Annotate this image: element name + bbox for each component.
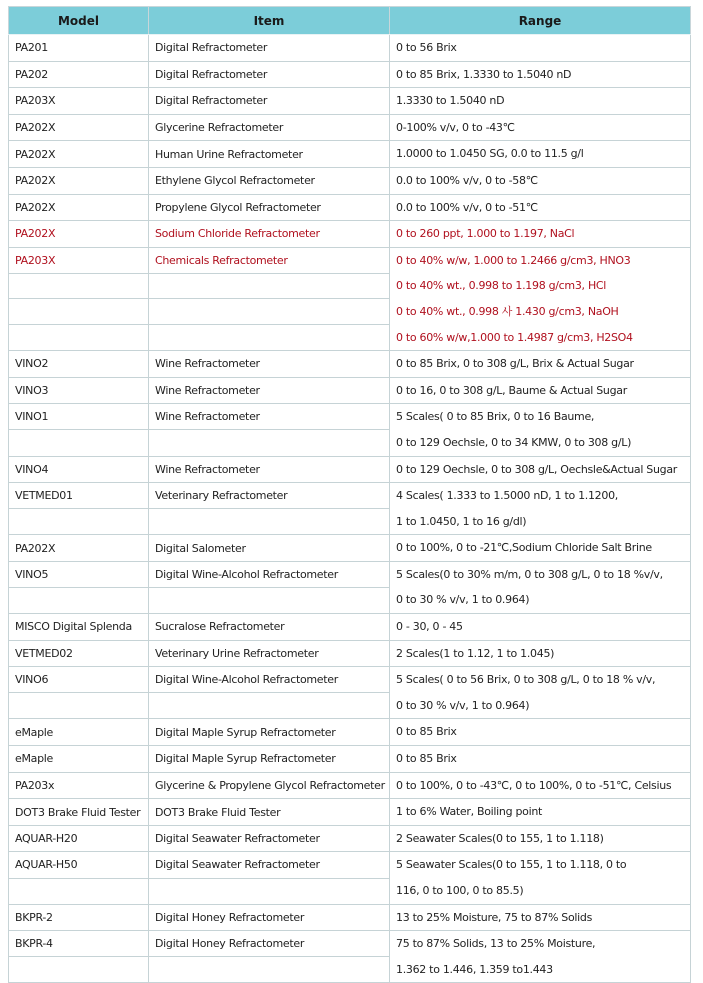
model-cell: VINO2 <box>9 351 149 378</box>
model-cell: VINO6 <box>9 667 149 693</box>
item-cell: Veterinary Refractometer <box>149 483 390 509</box>
item-cell <box>149 299 390 325</box>
table-row <box>9 377 691 404</box>
table-row <box>9 746 691 773</box>
item-cell: Digital Seawater Refractometer <box>149 825 390 852</box>
range-line: 1 to 6% Water, Boiling point <box>396 805 543 819</box>
item-cell: Human Urine Refractometer <box>149 141 390 168</box>
refractometer-spec-table <box>8 6 691 983</box>
range-line: 0 to 100%, 0 to -43℃, 0 to 100%, 0 to -51℃, Celsius <box>396 778 672 792</box>
table-row <box>9 247 691 273</box>
item-cell: Digital Honey Refractometer <box>149 931 390 957</box>
range-cell <box>390 535 691 562</box>
item-cell: Wine Refractometer <box>149 456 390 483</box>
range-line: 0 to 40% wt., 0.998 to 1.198 g/cm3, HCl <box>396 279 607 293</box>
range-line: 0 to 56 Brix <box>396 41 457 54</box>
table-row <box>9 167 691 194</box>
model-cell: eMaple <box>9 719 149 746</box>
range-cell <box>390 247 691 350</box>
model-cell <box>9 273 149 299</box>
range-cell <box>390 377 691 404</box>
item-cell: Wine Refractometer <box>149 404 390 430</box>
range-line: 5 Scales(0 to 30% m/m, 0 to 308 g/L, 0 to 18 %v/v, <box>396 567 663 581</box>
model-cell: PA202X <box>9 535 149 562</box>
model-cell <box>9 509 149 535</box>
item-cell <box>149 509 390 535</box>
range-cell <box>390 456 691 483</box>
model-cell <box>9 430 149 456</box>
range-line: 0 to 85 Brix <box>396 752 457 766</box>
item-cell: Digital Salometer <box>149 535 390 562</box>
item-cell: Digital Maple Syrup Refractometer <box>149 746 390 773</box>
model-cell: VETMED01 <box>9 483 149 509</box>
model-cell <box>9 325 149 351</box>
item-cell: Sucralose Refractometer <box>149 614 390 641</box>
model-cell <box>9 957 149 983</box>
table-row <box>9 614 691 641</box>
item-cell: Digital Refractometer <box>149 35 390 62</box>
model-cell: PA203x <box>9 772 149 799</box>
model-cell <box>9 587 149 613</box>
item-cell <box>149 273 390 299</box>
range-cell <box>390 904 691 931</box>
model-cell: PA202X <box>9 221 149 248</box>
table-row <box>9 351 691 378</box>
item-cell: Digital Maple Syrup Refractometer <box>149 719 390 746</box>
table-row <box>9 114 691 141</box>
range-cell <box>390 61 691 88</box>
range-line: 0 to 40% w/w, 1.000 to 1.2466 g/cm3, HNO3 <box>396 253 631 267</box>
model-cell: VINO4 <box>9 456 149 483</box>
range-cell <box>390 667 691 719</box>
item-cell: Digital Seawater Refractometer <box>149 852 390 878</box>
table-row <box>9 667 691 693</box>
range-line: 1.0000 to 1.0450 SG, 0.0 to 11.5 g/l <box>396 147 584 161</box>
table-row <box>9 221 691 248</box>
model-cell: MISCO Digital Splenda <box>9 614 149 641</box>
range-line: 0.0 to 100% v/v, 0 to -51℃ <box>396 200 538 214</box>
item-cell: Propylene Glycol Refractometer <box>149 194 390 221</box>
range-line: 116, 0 to 100, 0 to 85.5) <box>396 884 524 897</box>
model-cell <box>9 693 149 719</box>
model-cell: VINO5 <box>9 561 149 587</box>
model-cell: BKPR-4 <box>9 931 149 957</box>
range-line: 0 to 30 % v/v, 1 to 0.964) <box>396 593 530 607</box>
range-line: 0-100% v/v, 0 to -43℃ <box>396 120 515 134</box>
model-cell: PA202X <box>9 141 149 168</box>
item-cell <box>149 957 390 983</box>
table-row <box>9 772 691 799</box>
range-cell <box>390 640 691 667</box>
range-line: 1.3330 to 1.5040 nD <box>396 94 505 108</box>
item-cell: Wine Refractometer <box>149 377 390 404</box>
range-cell <box>390 35 691 62</box>
range-cell <box>390 221 691 248</box>
table-row <box>9 88 691 115</box>
model-cell <box>9 299 149 325</box>
model-cell: VETMED02 <box>9 640 149 667</box>
range-line: 0 to 16, 0 to 308 g/L, Baume & Actual Sugar <box>396 383 627 397</box>
table-row <box>9 561 691 587</box>
range-cell <box>390 825 691 852</box>
table-row <box>9 719 691 746</box>
model-cell: AQUAR-H50 <box>9 852 149 878</box>
model-cell: VINO3 <box>9 377 149 404</box>
model-cell: PA202X <box>9 114 149 141</box>
table-row <box>9 904 691 931</box>
item-cell: Digital Wine-Alcohol Refractometer <box>149 667 390 693</box>
table-row <box>9 825 691 852</box>
range-line: 2 Seawater Scales(0 to 155, 1 to 1.118) <box>396 831 604 845</box>
range-cell <box>390 141 691 168</box>
item-cell: Wine Refractometer <box>149 351 390 378</box>
range-line: 0 to 85 Brix, 0 to 308 g/L, Brix & Actual Sugar <box>396 357 634 371</box>
range-line: 0 to 100%, 0 to -21℃,Sodium Chloride Salt Brine <box>396 541 652 555</box>
range-line: 0 to 260 ppt, 1.000 to 1.197, NaCl <box>396 227 575 241</box>
range-cell <box>390 614 691 641</box>
range-line: 5 Seawater Scales(0 to 155, 1 to 1.118, 0 to <box>396 858 627 872</box>
range-cell <box>390 561 691 613</box>
model-cell: PA202X <box>9 194 149 221</box>
item-cell: Chemicals Refractometer <box>149 247 390 273</box>
model-cell: eMaple <box>9 746 149 773</box>
column-header-model: Model <box>9 7 149 35</box>
range-line: 5 Scales( 0 to 85 Brix, 0 to 16 Baume, <box>396 410 595 424</box>
range-line: 0 to 129 Oechsle, 0 to 308 g/L, Oechsle&Actual Sugar <box>396 462 677 476</box>
table-row <box>9 194 691 221</box>
item-cell <box>149 430 390 456</box>
range-cell <box>390 746 691 773</box>
item-cell: Sodium Chloride Refractometer <box>149 221 390 248</box>
table-row <box>9 61 691 88</box>
model-cell: DOT3 Brake Fluid Tester <box>9 799 149 826</box>
range-line: 0 to 30 % v/v, 1 to 0.964) <box>396 698 530 712</box>
model-cell: PA203X <box>9 88 149 115</box>
range-cell <box>390 931 691 983</box>
column-header-range: Range <box>390 7 691 35</box>
table-row <box>9 404 691 430</box>
range-line: 0 to 40% wt., 0.998 사 1.430 g/cm3, NaOH <box>396 304 619 318</box>
model-cell: PA203X <box>9 247 149 273</box>
item-cell: Digital Refractometer <box>149 88 390 115</box>
table-body <box>9 35 691 983</box>
range-line: 1.362 to 1.446, 1.359 to1.443 <box>396 962 553 976</box>
table-row <box>9 483 691 509</box>
item-cell: Veterinary Urine Refractometer <box>149 640 390 667</box>
item-cell: Ethylene Glycol Refractometer <box>149 167 390 194</box>
item-cell <box>149 325 390 351</box>
range-cell <box>390 852 691 904</box>
range-cell <box>390 719 691 746</box>
range-line: 0.0 to 100% v/v, 0 to -58℃ <box>396 173 538 187</box>
column-header-item: Item <box>149 7 390 35</box>
item-cell: Digital Refractometer <box>149 61 390 88</box>
range-cell <box>390 88 691 115</box>
table-header-row <box>9 7 691 35</box>
item-cell: Digital Honey Refractometer <box>149 904 390 931</box>
range-line: 0 to 129 Oechsle, 0 to 34 KMW, 0 to 308 g/L) <box>396 435 632 449</box>
table-row <box>9 799 691 826</box>
model-cell <box>9 878 149 904</box>
range-line: 0 - 30, 0 - 45 <box>396 620 463 634</box>
item-cell: Glycerine Refractometer <box>149 114 390 141</box>
model-cell: PA202 <box>9 61 149 88</box>
range-line: 0 to 85 Brix, 1.3330 to 1.5040 nD <box>396 67 572 81</box>
range-line: 0 to 85 Brix <box>396 725 457 739</box>
table-row <box>9 35 691 62</box>
range-line: 5 Scales( 0 to 56 Brix, 0 to 308 g/L, 0 to 18 % v/v, <box>396 673 656 687</box>
model-cell: BKPR-2 <box>9 904 149 931</box>
range-line: 75 to 87% Solids, 13 to 25% Moisture, <box>396 937 596 951</box>
range-cell <box>390 404 691 456</box>
range-cell <box>390 799 691 826</box>
item-cell: DOT3 Brake Fluid Tester <box>149 799 390 826</box>
range-line: 13 to 25% Moisture, 75 to 87% Solids <box>396 910 593 924</box>
model-cell: AQUAR-H20 <box>9 825 149 852</box>
item-cell <box>149 693 390 719</box>
item-cell: Digital Wine-Alcohol Refractometer <box>149 561 390 587</box>
item-cell <box>149 587 390 613</box>
range-cell <box>390 351 691 378</box>
range-line: 2 Scales(1 to 1.12, 1 to 1.045) <box>396 646 555 660</box>
item-cell <box>149 878 390 904</box>
table-row <box>9 456 691 483</box>
table-row <box>9 852 691 878</box>
table-row <box>9 931 691 957</box>
range-cell <box>390 114 691 141</box>
range-cell <box>390 167 691 194</box>
range-line: 1 to 1.0450, 1 to 16 g/dl) <box>396 514 527 528</box>
table-row <box>9 535 691 562</box>
range-cell <box>390 194 691 221</box>
model-cell: PA201 <box>9 35 149 62</box>
range-cell <box>390 772 691 799</box>
range-line: 0 to 60% w/w,1.000 to 1.4987 g/cm3, H2SO4 <box>396 330 633 344</box>
model-cell: PA202X <box>9 167 149 194</box>
table-row <box>9 141 691 168</box>
range-line: 4 Scales( 1.333 to 1.5000 nD, 1 to 1.1200, <box>396 489 618 503</box>
item-cell: Glycerine & Propylene Glycol Refractometer <box>149 772 390 799</box>
model-cell: VINO1 <box>9 404 149 430</box>
table-row <box>9 640 691 667</box>
range-cell <box>390 483 691 535</box>
